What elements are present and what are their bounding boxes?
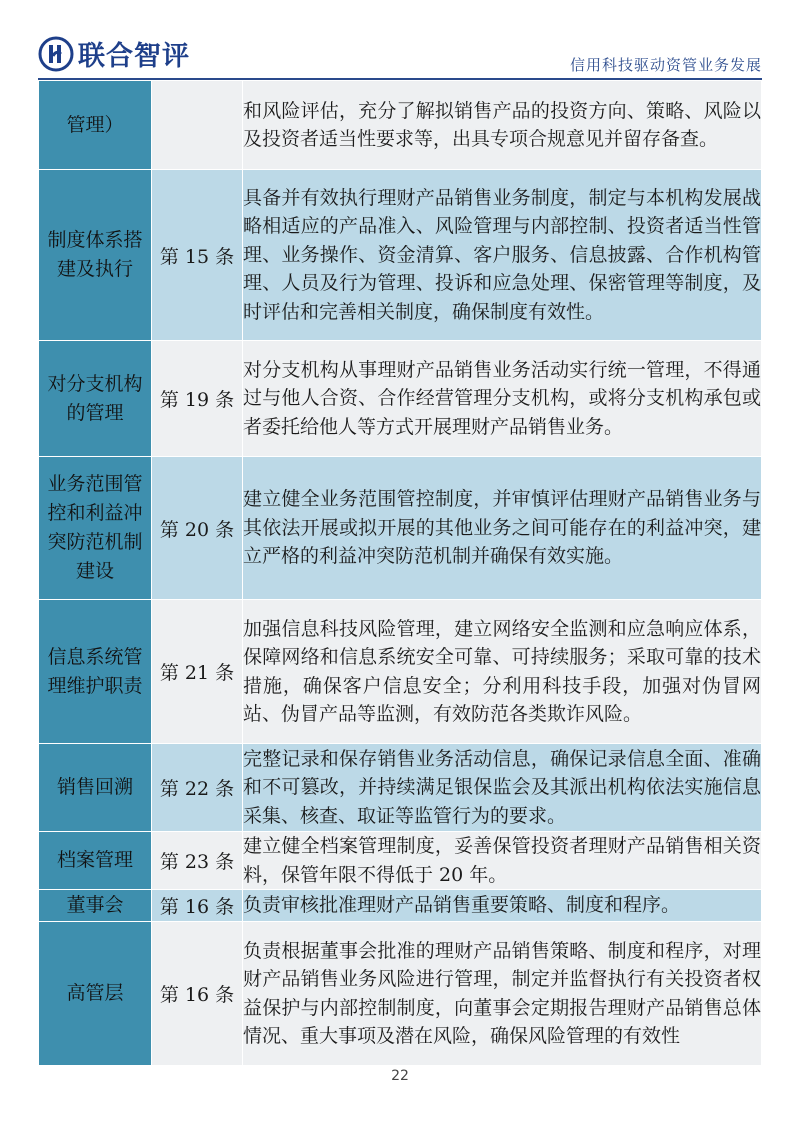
table-row xyxy=(39,457,762,600)
content-cell: 具备并有效执行理财产品销售业务制度，制定与本机构发展战略相适应的产品准入、风险管理与内部控制、投资者适当性管理、业务操作、资金清算、客户服务、信息披露、合作机构管理、人员及行为管理、投诉和应急处理、保密管理等制度，及时评估和完善相关制度，确保制度有效性。 xyxy=(243,170,762,341)
table-row xyxy=(39,832,762,890)
article-cell: 第 15 条 xyxy=(152,170,243,341)
category-cell: 对分支机构的管理 xyxy=(39,341,152,457)
article-cell: 第 19 条 xyxy=(152,341,243,457)
article-cell: 第 16 条 xyxy=(152,890,243,922)
table-row xyxy=(39,341,762,457)
article-cell: 第 21 条 xyxy=(152,600,243,744)
article-cell: 第 22 条 xyxy=(152,744,243,832)
category-cell: 制度体系搭建及执行 xyxy=(39,170,152,341)
table-row xyxy=(39,170,762,341)
content-cell: 完整记录和保存销售业务活动信息，确保记录信息全面、准确和不可篡改，并持续满足银保监会及其派出机构依法实施信息采集、核查、取证等监管行为的要求。 xyxy=(243,744,762,832)
logo-icon xyxy=(38,36,74,72)
content-cell: 建立健全档案管理制度，妥善保管投资者理财产品销售相关资料，保管年限不得低于 20 年。 xyxy=(243,832,762,890)
table-row xyxy=(39,600,762,744)
article-cell: 第 23 条 xyxy=(152,832,243,890)
category-cell: 高管层 xyxy=(39,922,152,1066)
page-header xyxy=(38,26,762,80)
category-cell: 管理） xyxy=(39,81,152,170)
article-cell xyxy=(152,81,243,170)
table-row xyxy=(39,744,762,832)
content-cell: 负责审核批准理财产品销售重要策略、制度和程序。 xyxy=(243,890,762,922)
content-cell: 和风险评估，充分了解拟销售产品的投资方向、策略、风险以及投资者适当性要求等，出具专项合规意见并留存备查。 xyxy=(243,81,762,170)
category-cell: 董事会 xyxy=(39,890,152,922)
content-cell: 对分支机构从事理财产品销售业务活动实行统一管理，不得通过与他人合资、合作经营管理分支机构，或将分支机构承包或者委托给他人等方式开展理财产品销售业务。 xyxy=(243,341,762,457)
logo xyxy=(38,34,190,73)
article-cell: 第 16 条 xyxy=(152,922,243,1066)
content-cell: 负责根据董事会批准的理财产品销售策略、制度和程序，对理财产品销售业务风险进行管理，制定并监督执行有关投资者权益保护与内部控制制度，向董事会定期报告理财产品销售总体情况、重大事项及潜在风险，确保风险管理的有效性 xyxy=(243,922,762,1066)
content-cell: 建立健全业务范围管控制度，并审慎评估理财产品销售业务与其依法开展或拟开展的其他业务之间可能存在的利益冲突，建立严格的利益冲突防范机制并确保有效实施。 xyxy=(243,457,762,600)
logo-text: 联合智评 xyxy=(78,41,190,72)
regulation-table xyxy=(38,80,762,1066)
category-cell: 信息系统管理维护职责 xyxy=(39,600,152,744)
table-row xyxy=(39,922,762,1066)
category-cell: 档案管理 xyxy=(39,832,152,890)
category-cell: 业务范围管控和利益冲突防范机制建设 xyxy=(39,457,152,600)
article-cell: 第 20 条 xyxy=(152,457,243,600)
category-cell: 销售回溯 xyxy=(39,744,152,832)
report-title: 信用科技驱动资管业务发展 xyxy=(569,56,762,74)
table-row xyxy=(39,890,762,922)
table-row xyxy=(39,81,762,170)
content-cell: 加强信息科技风险管理，建立网络安全监测和应急响应体系，保障网络和信息系统安全可靠、可持续服务；采取可靠的技术措施，确保客户信息安全；分利用科技手段，加强对伪冒网站、伪冒产品等监测，有效防范各类欺诈风险。 xyxy=(243,600,762,744)
page-number: 22 xyxy=(391,1068,409,1084)
